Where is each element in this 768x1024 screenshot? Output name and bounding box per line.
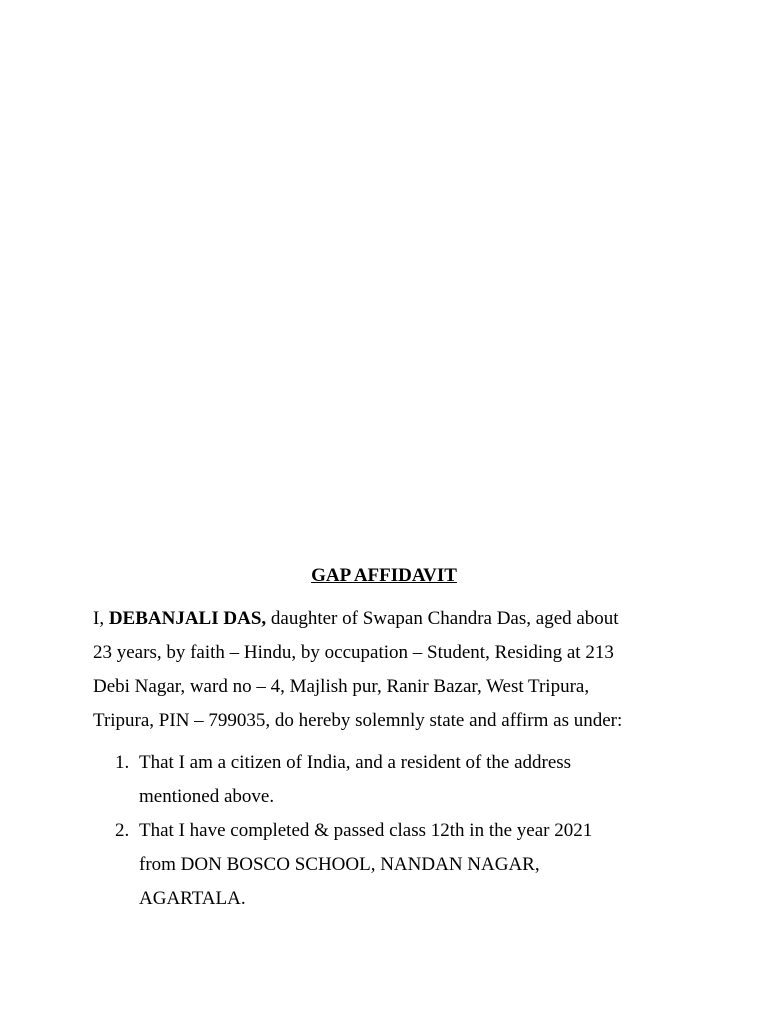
- intro-prefix: I,: [93, 608, 109, 629]
- intro-paragraph: [93, 602, 693, 738]
- document-title: GAP AFFIDAVIT: [311, 565, 457, 586]
- list-item-line: That I am a citizen of India, and a resident of the address: [139, 752, 572, 773]
- list-item: [93, 746, 693, 814]
- list-item-number: 2.: [115, 820, 130, 841]
- intro-line-2: 23 years, by faith – Hindu, by occupation – Student, Residing at 213: [93, 642, 614, 663]
- intro-line-3: Debi Nagar, ward no – 4, Majlish pur, Ranir Bazar, West Tripura,: [93, 676, 590, 697]
- list-item-line: from DON BOSCO SCHOOL, NANDAN NAGAR,: [139, 854, 540, 875]
- deponent-name: DEBANJALI DAS,: [108, 608, 267, 629]
- list-item-line: AGARTALA.: [139, 888, 246, 909]
- list-item-number: 1.: [115, 752, 130, 773]
- intro-line-1: [93, 602, 693, 636]
- affirmation-list: [93, 746, 693, 916]
- list-item-line: That I have completed & passed class 12th in the year 2021: [139, 820, 593, 841]
- list-item: [93, 814, 693, 916]
- intro-line-4: Tripura, PIN – 799035, do hereby solemnly state and affirm as under:: [93, 710, 623, 731]
- intro-line-1-rest: daughter of Swapan Chandra Das, aged about: [266, 608, 619, 629]
- list-item-line: mentioned above.: [139, 786, 275, 807]
